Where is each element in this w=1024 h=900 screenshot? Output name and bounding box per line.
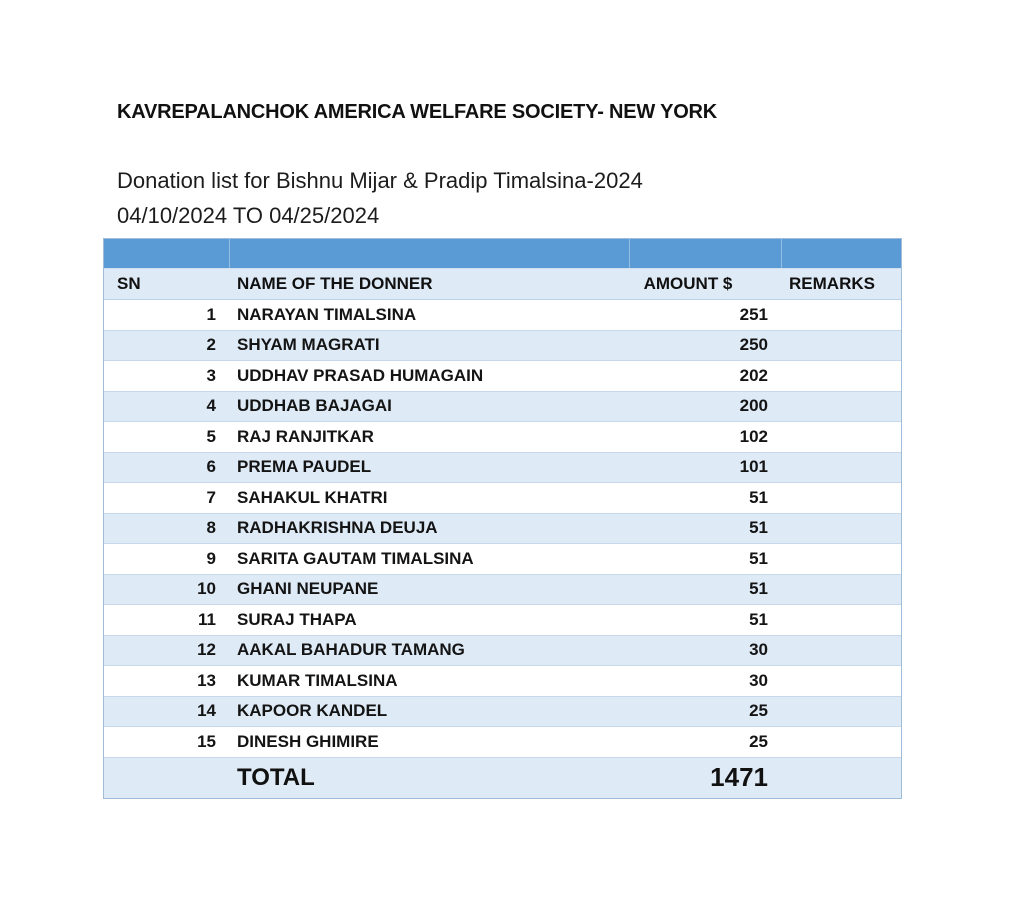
table-row (104, 544, 901, 575)
column-header-sn: SN (117, 274, 141, 293)
sn-cell: 9 (206, 548, 216, 568)
sn-cell: 7 (206, 487, 216, 507)
table-row (104, 727, 901, 758)
document-subtitle: Donation list for Bishnu Mijar & Pradip Timalsina-2024 (117, 168, 643, 193)
amount-cell: 200 (739, 396, 768, 416)
sn-cell: 3 (206, 365, 216, 385)
remarks-cell (781, 544, 901, 574)
total-sn-cell (104, 758, 229, 798)
sn-cell: 14 (197, 701, 216, 721)
amount-cell: 102 (739, 426, 768, 446)
remarks-cell (781, 453, 901, 483)
amount-cell: 25 (749, 701, 768, 721)
name-cell: KUMAR TIMALSINA (237, 670, 398, 690)
amount-cell: 250 (739, 335, 768, 355)
table-row (104, 483, 901, 514)
banner-cell-sn (104, 239, 229, 268)
banner-cell-name (229, 239, 629, 268)
name-cell: KAPOOR KANDEL (237, 701, 388, 721)
remarks-cell (781, 636, 901, 666)
name-cell: RADHAKRISHNA DEUJA (237, 518, 438, 538)
banner-cell-amount (629, 239, 781, 268)
name-cell: RAJ RANJITKAR (237, 426, 374, 446)
name-cell: PREMA PAUDEL (237, 457, 372, 477)
remarks-cell (781, 483, 901, 513)
name-cell: SHYAM MAGRATI (237, 335, 380, 355)
amount-cell: 25 (749, 731, 768, 751)
sn-cell: 11 (198, 609, 216, 629)
amount-cell: 202 (739, 365, 768, 385)
amount-cell: 251 (739, 304, 768, 324)
amount-cell: 51 (749, 518, 768, 538)
name-cell: UDDHAB BAJAGAI (237, 396, 392, 416)
table-row (104, 453, 901, 484)
amount-cell: 30 (749, 670, 768, 690)
remarks-cell (781, 300, 901, 330)
remarks-cell (781, 422, 901, 452)
sn-cell: 15 (197, 731, 216, 751)
sn-cell: 2 (206, 335, 216, 355)
table-row (104, 422, 901, 453)
table-body (104, 300, 901, 758)
remarks-cell (781, 331, 901, 361)
total-amount: 1471 (710, 762, 768, 792)
document-title: KAVREPALANCHOK AMERICA WELFARE SOCIETY- NEW YORK (117, 101, 718, 123)
remarks-cell (781, 361, 901, 391)
column-header-name: NAME OF THE DONNER (237, 274, 433, 293)
remarks-cell (781, 697, 901, 727)
amount-cell: 51 (749, 548, 768, 568)
sn-cell: 10 (197, 579, 216, 599)
name-cell: DINESH GHIMIRE (237, 731, 379, 751)
table-row (104, 331, 901, 362)
table-total-row (104, 758, 901, 798)
table-row (104, 575, 901, 606)
amount-cell: 51 (749, 579, 768, 599)
sn-cell: 8 (206, 518, 216, 538)
remarks-cell (781, 514, 901, 544)
name-cell: SURAJ THAPA (237, 609, 357, 629)
table-row (104, 361, 901, 392)
remarks-cell (781, 392, 901, 422)
sn-cell: 13 (197, 670, 216, 690)
name-cell: UDDHAV PRASAD HUMAGAIN (237, 365, 484, 385)
table-row (104, 636, 901, 667)
table-row (104, 697, 901, 728)
total-remarks-cell (781, 758, 901, 798)
sn-cell: 1 (206, 304, 216, 324)
table-header-row (104, 269, 901, 300)
name-cell: SAHAKUL KHATRI (237, 487, 388, 507)
donation-table (103, 238, 902, 799)
table-row (104, 300, 901, 331)
banner-cell-remarks (781, 239, 901, 268)
amount-cell: 30 (749, 640, 768, 660)
name-cell: AAKAL BAHADUR TAMANG (237, 640, 465, 660)
name-cell: NARAYAN TIMALSINA (237, 304, 417, 324)
sn-cell: 4 (206, 396, 216, 416)
remarks-cell (781, 575, 901, 605)
table-row (104, 514, 901, 545)
document-date-range: 04/10/2024 TO 04/25/2024 (117, 203, 380, 228)
table-banner-row (104, 239, 901, 269)
column-header-remarks: REMARKS (789, 274, 875, 293)
column-header-amount: AMOUNT $ (643, 274, 733, 293)
table-row (104, 392, 901, 423)
remarks-cell (781, 666, 901, 696)
amount-cell: 101 (739, 457, 768, 477)
table-row (104, 666, 901, 697)
sn-cell: 6 (206, 457, 216, 477)
remarks-cell (781, 727, 901, 757)
name-cell: SARITA GAUTAM TIMALSINA (237, 548, 474, 568)
sn-cell: 5 (206, 426, 216, 446)
amount-cell: 51 (749, 609, 768, 629)
name-cell: GHANI NEUPANE (237, 579, 379, 599)
total-label: TOTAL (237, 763, 315, 791)
sn-cell: 12 (197, 640, 216, 660)
remarks-cell (781, 605, 901, 635)
amount-cell: 51 (749, 487, 768, 507)
table-row (104, 605, 901, 636)
